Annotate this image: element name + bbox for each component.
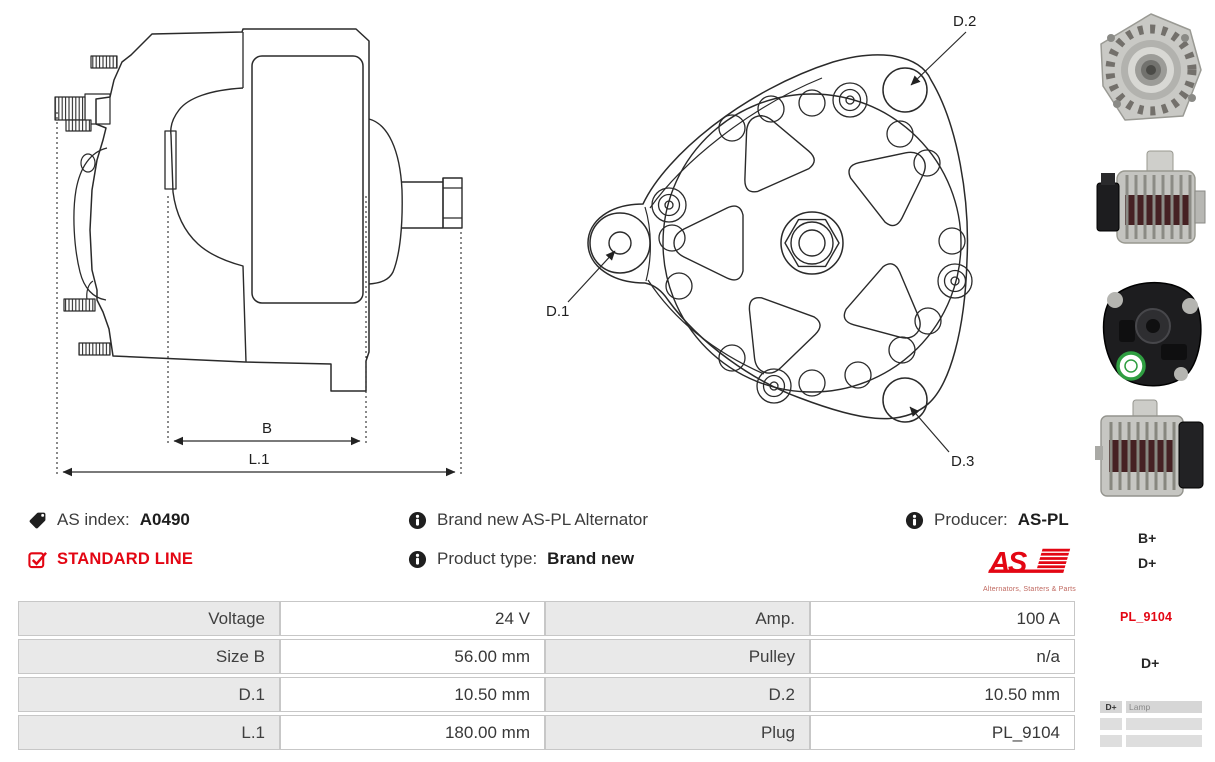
pinout-row [1100,735,1202,747]
tag-icon [28,511,47,530]
plug-pinout-table [1100,701,1202,747]
spec-label-cell: Voltage [18,601,280,636]
product-type-label: Product type: [437,549,538,568]
terminal-b-plus: B+ [1138,530,1157,546]
logo-caption: Alternators, Starters & Parts [983,586,1076,593]
spec-value-cell: PL_9104 [810,715,1075,750]
info-col-index [28,509,193,570]
producer-value: AS-PL [1017,510,1069,529]
as-pl-logo [983,548,1075,593]
dim-b-label: B [261,420,273,437]
spec-label-cell: Amp. [545,601,810,636]
terminal-d-plus-mid: D+ [1141,655,1160,671]
pinout-row [1100,718,1202,730]
pinout-header-lamp: Lamp [1126,701,1202,713]
terminal-d-plus: D+ [1138,555,1157,571]
spec-value-cell: 56.00 mm [280,639,545,674]
table-row [18,677,1075,712]
spec-value-cell: n/a [810,639,1075,674]
dim-d1-label: D.1 [546,303,570,320]
info-col-product [408,509,648,570]
alternator-rear-photo[interactable] [1093,268,1209,394]
plug-code-label: PL_9104 [1120,610,1173,624]
spec-table [18,598,1075,753]
producer-label: Producer: [934,510,1008,529]
alternator-side-connector-photo[interactable] [1093,142,1209,262]
dim-d3-label: D.3 [951,453,975,470]
info-icon [408,550,427,569]
spec-label-cell: L.1 [18,715,280,750]
as-index-value: A0490 [139,510,190,529]
table-row [18,601,1075,636]
pinout-header-dplus: D+ [1100,701,1122,713]
spec-label-cell: D.2 [545,677,810,712]
spec-label-cell: D.1 [18,677,280,712]
side-view-drawing [55,29,462,477]
dim-l1-label: L.1 [248,451,270,468]
brand-line-text: Brand new AS-PL Alternator [437,510,649,529]
spec-value-cell: 24 V [280,601,545,636]
spec-value-cell: 10.50 mm [280,677,545,712]
info-icon [408,511,427,530]
product-type-value: Brand new [547,549,635,568]
standard-line-label: STANDARD LINE [57,549,194,568]
spec-value-cell: 100 A [810,601,1075,636]
as-index-label: AS index: [57,510,130,529]
spec-label-cell: Size B [18,639,280,674]
pinout-header-row [1100,701,1202,713]
spec-value-cell: 10.50 mm [810,677,1075,712]
dim-d2-label: D.2 [953,13,977,30]
alternator-front-photo[interactable] [1093,8,1209,138]
info-col-producer [905,509,1075,593]
info-icon [905,511,924,530]
table-row [18,715,1075,750]
spec-value-cell: 180.00 mm [280,715,545,750]
spec-label-cell: Plug [545,715,810,750]
checked-checkbox-icon [28,550,47,569]
spec-label-cell: Pulley [545,639,810,674]
table-row [18,639,1075,674]
alternator-side-photo[interactable] [1093,396,1209,508]
logo-as-text: AS [989,548,1025,579]
rear-view-drawing [546,13,976,470]
